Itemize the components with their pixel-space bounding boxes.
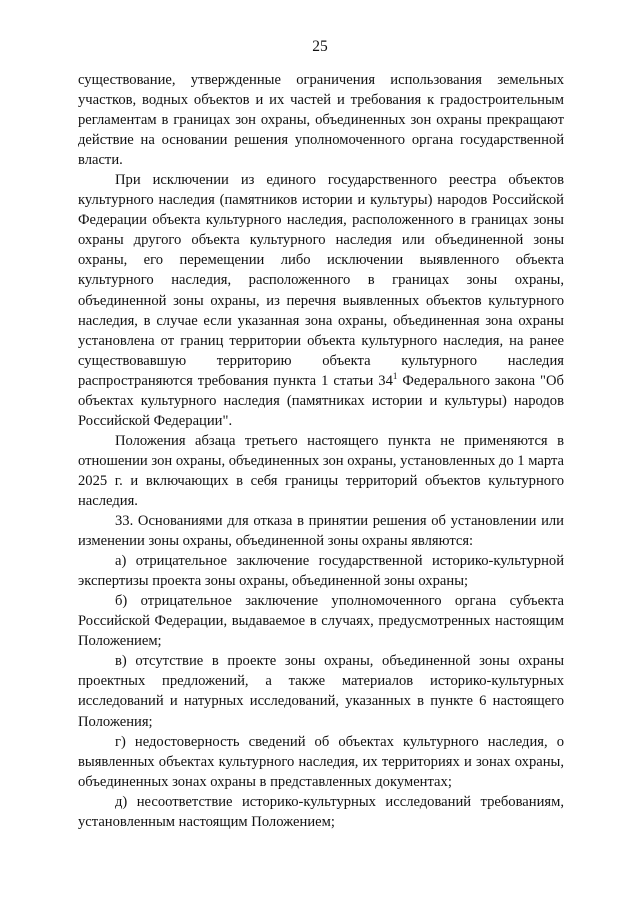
list-item: б) отрицательное заключение уполномоченного органа субъекта Российской Федерации, выдаваемое в случаях, предусмотренных настоящим Положением; xyxy=(78,593,564,650)
paragraph-text: При исключении из единого государственного реестра объектов культурного наследия (памятников истории и культуры) народов Российской Федерации объекта культурного наследия, расположенного в границах зоны охраны другого объекта культурного наследия или объединенной зоны охраны, его перемещении либо исключении выявленного объекта культурного наследия, расположенного в границах зоны охраны, объединенной зоны охраны, из перечня выявленных объектов культурного наследия, в случае если указанная зона охраны, объединенная зона охраны установлена от границ территории объекта культурного наследия, на ранее существовавшую территорию объекта культурного наследия распространяются требования пункта 1 статьи 34 xyxy=(78,172,564,389)
page-number: 25 xyxy=(312,38,328,55)
paragraph-text-tail: Федерального закона "Об объектах культурного наследия (памятниках истории и культуры) народов Российской Федерации". xyxy=(78,372,564,429)
document-body xyxy=(78,70,564,832)
list-item: в) отсутствие в проекте зоны охраны, объединенной зоны охраны проектных предложений, а также материалов историко-культурных исследований и натурных исследований, указанных в пункте 6 настоящего Положения; xyxy=(78,653,564,730)
article-superscript: 1 xyxy=(392,370,398,381)
list-item: а) отрицательное заключение государственной историко-культурной экспертизы проекта зоны охраны, объединенной зоны охраны; xyxy=(78,553,564,590)
paragraph: Положения абзаца третьего настоящего пункта не применяются в отношении зон охраны, объединенных зон охраны, установленных до 1 марта 2025 г. и включающих в себя границы территорий объектов культурного наследия. xyxy=(78,432,564,509)
list-item: г) недостоверность сведений об объектах культурного наследия, о выявленных объектах культурного наследия, их территориях и зонах охраны, объединенных зонах охраны в представленных документах; xyxy=(78,733,564,790)
paragraph xyxy=(78,170,564,431)
paragraph: 33. Основаниями для отказа в принятии решения об установлении или изменении зоны охраны, объединенной зоны охраны являются: xyxy=(78,513,564,550)
list-item: д) несоответствие историко-культурных исследований требованиям, установленным настоящим Положением; xyxy=(78,793,564,830)
paragraph: существование, утвержденные ограничения использования земельных участков, водных объектов и их частей и требования к градостроительным регламентам в границах зон охраны, объединенных зон охраны прекращают действие на основании решения уполномоченного органа государственной власти. xyxy=(78,72,564,169)
